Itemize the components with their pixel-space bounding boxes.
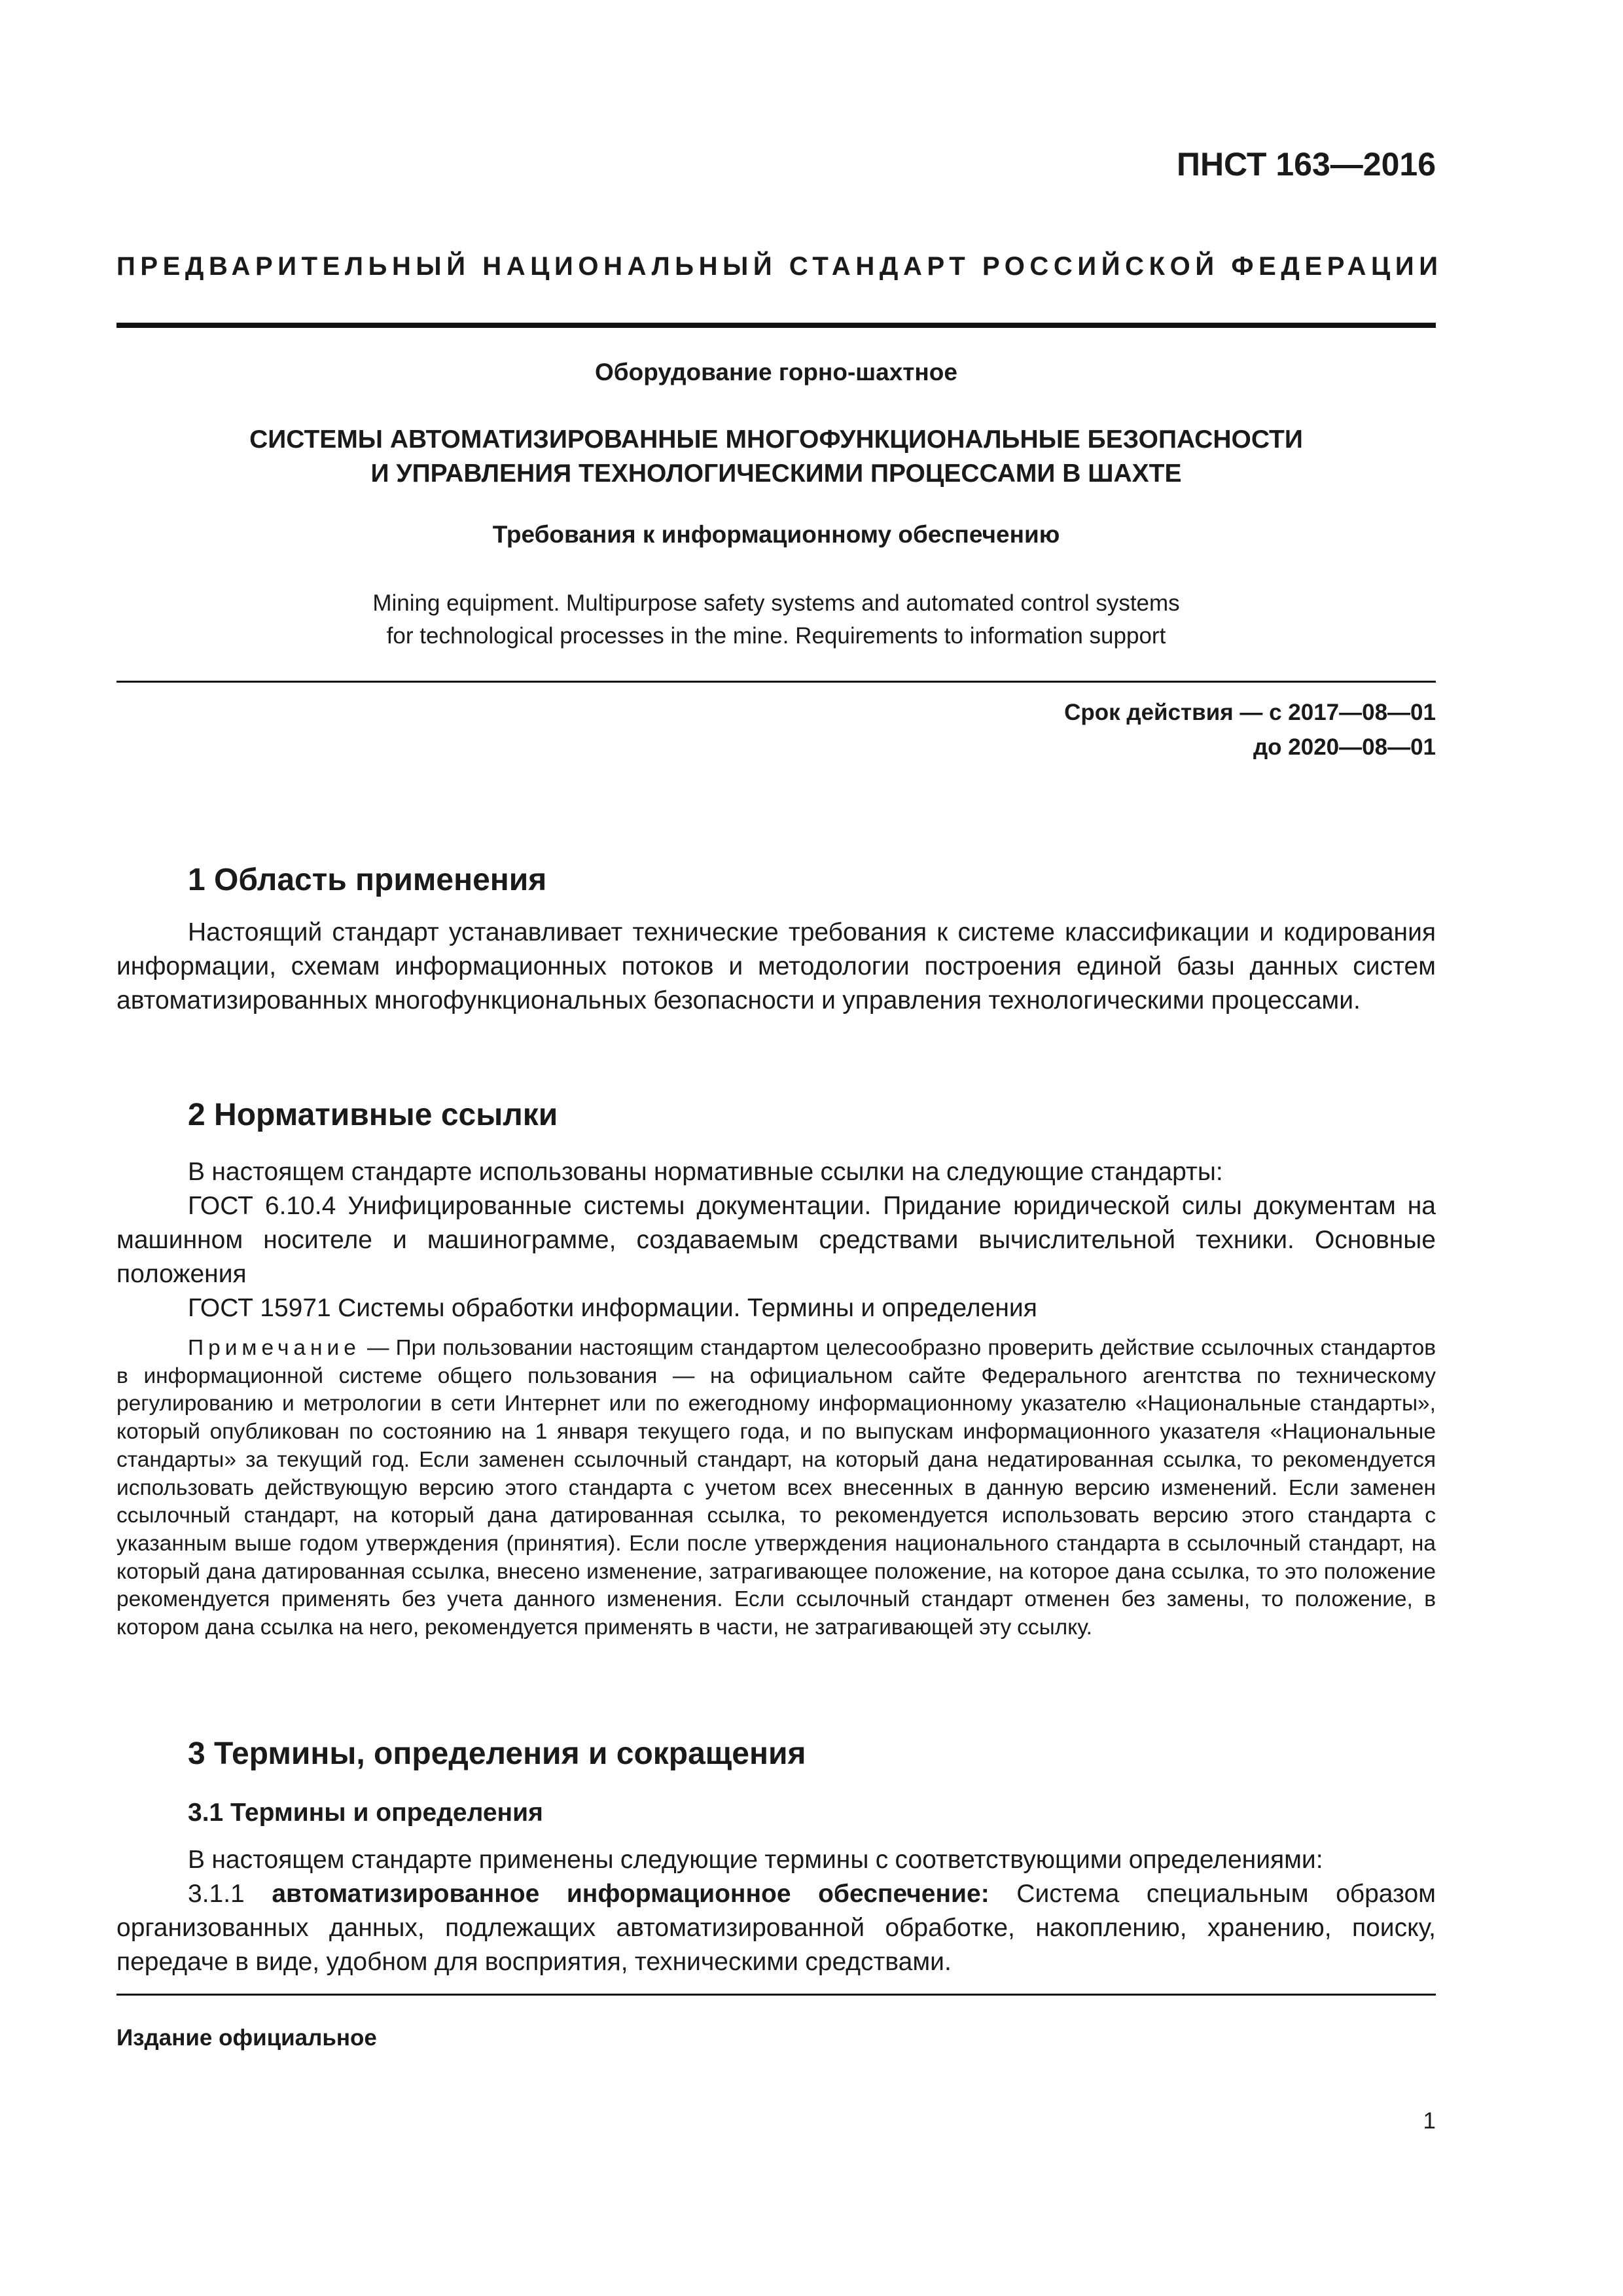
- title-english-line-2: for technological processes in the mine. Requirements to information support: [386, 623, 1166, 649]
- section-3-heading: 3 Термины, определения и сокращения: [188, 1736, 806, 1771]
- section-1-body: [116, 916, 1436, 1018]
- note-paragraph: [116, 1335, 1436, 1642]
- subsection-3-1-heading: 3.1 Термины и определения: [188, 1799, 543, 1827]
- title-main-line-2: И УПРАВЛЕНИЯ ТЕХНОЛОГИЧЕСКИМИ ПРОЦЕССАМИ В ШАХТЕ: [370, 459, 1182, 488]
- footer-divider: [116, 1994, 1436, 1996]
- title-english-line-1: Mining equipment. Multipurpose safety systems and automated control systems: [372, 590, 1180, 616]
- section-1-paragraph: Настоящий стандарт устанавливает технические требования к системе классификации и кодирования информации, схемам информационных потоков и методологии построения единой базы данных систем автоматизированных многофункциональных безопасности и управления технологическими процессами.: [116, 918, 1436, 1014]
- section-2-intro: В настоящем стандарте использованы нормативные ссылки на следующие стандарты:: [188, 1158, 1223, 1186]
- section-1-heading: 1 Область применения: [188, 863, 547, 897]
- note-label: Примечание: [188, 1336, 361, 1360]
- note-block: [116, 1335, 1436, 1642]
- term-name: автоматизированное информационное обеспечение:: [272, 1880, 990, 1908]
- term-3-1-1: [116, 1877, 1436, 1979]
- validity-end: до 2020—08—01: [1253, 734, 1436, 760]
- title-main: [116, 423, 1436, 491]
- reference-gost-15971: ГОСТ 15971 Системы обработки информации. Термины и определения: [188, 1294, 1037, 1322]
- standard-type-heading: ПРЕДВАРИТЕЛЬНЫЙ НАЦИОНАЛЬНЫЙ СТАНДАРТ РОССИЙСКОЙ ФЕДЕРАЦИИ: [116, 252, 1443, 281]
- title-divider: [116, 681, 1436, 683]
- subsection-3-1-intro: В настоящем стандарте применены следующие термины с соответствующими определениями:: [188, 1846, 1323, 1874]
- title-category: Оборудование горно-шахтное: [595, 359, 957, 386]
- page-number: 1: [1423, 2108, 1436, 2134]
- term-number: 3.1.1: [188, 1880, 272, 1908]
- section-2-body: [116, 1155, 1436, 1325]
- validity-start: Срок действия — с 2017—08—01: [1064, 700, 1436, 725]
- note-text: — При пользовании настоящим стандартом целесообразно проверить действие ссылочных стандартов в информационной системе общего пользования — на официальном сайте Федерального агентства по техническому регулированию и метрологии в сети Интернет или по ежегодному информационному указателю «Национальные стандарты», который опубликован по состоянию на 1 января текущего года, и по выпускам информационного указателя «Национальные стандарты» за текущий год. Если заменен ссылочный стандарт, на который дана недатированная ссылка, то рекомендуется использовать действующую версию этого стандарта с учетом всех внесенных в данную версию изменений. Если заменен ссылочный стандарт, на который дана датированная ссылка, то рекомендуется использовать версию этого стандарта с указанным выше годом утверждения (принятия). Если после утверждения национального стандарта в ссылочный стандарт, на который дана датированная ссылка, внесено изменение, затрагивающее положение, на которое дана ссылка, то это положение рекомендуется применять без учета данного изменения. Если ссылочный стандарт отменен без замены, то положение, в котором дана ссылка на него, рекомендуется применять в части, не затрагивающей эту ссылку.: [116, 1336, 1436, 1640]
- validity-period: [1064, 695, 1436, 764]
- section-2-heading: 2 Нормативные ссылки: [188, 1098, 558, 1132]
- title-english: [116, 587, 1436, 653]
- subsection-3-1-body: [116, 1843, 1436, 1979]
- header-divider: [116, 323, 1436, 328]
- reference-gost-6-10-4: ГОСТ 6.10.4 Унифицированные системы документации. Придание юридической силы документам на машинном носителе и машинограмме, создаваемым средствами вычислительной техники. Основные положения: [116, 1192, 1436, 1288]
- term-definition: Система специальным образом организованных данных, подлежащих автоматизированной обработке, накоплению, хранению, поиску, передаче в виде, удобном для восприятия, техническими средствами.: [116, 1880, 1436, 1976]
- title-main-line-1: СИСТЕМЫ АВТОМАТИЗИРОВАННЫЕ МНОГОФУНКЦИОНАЛЬНЫЕ БЕЗОПАСНОСТИ: [249, 425, 1303, 454]
- document-number: ПНСТ 163—2016: [1177, 146, 1436, 183]
- title-subtitle: Требования к информационному обеспечению: [492, 521, 1060, 548]
- edition-label: Издание официальное: [116, 2025, 377, 2051]
